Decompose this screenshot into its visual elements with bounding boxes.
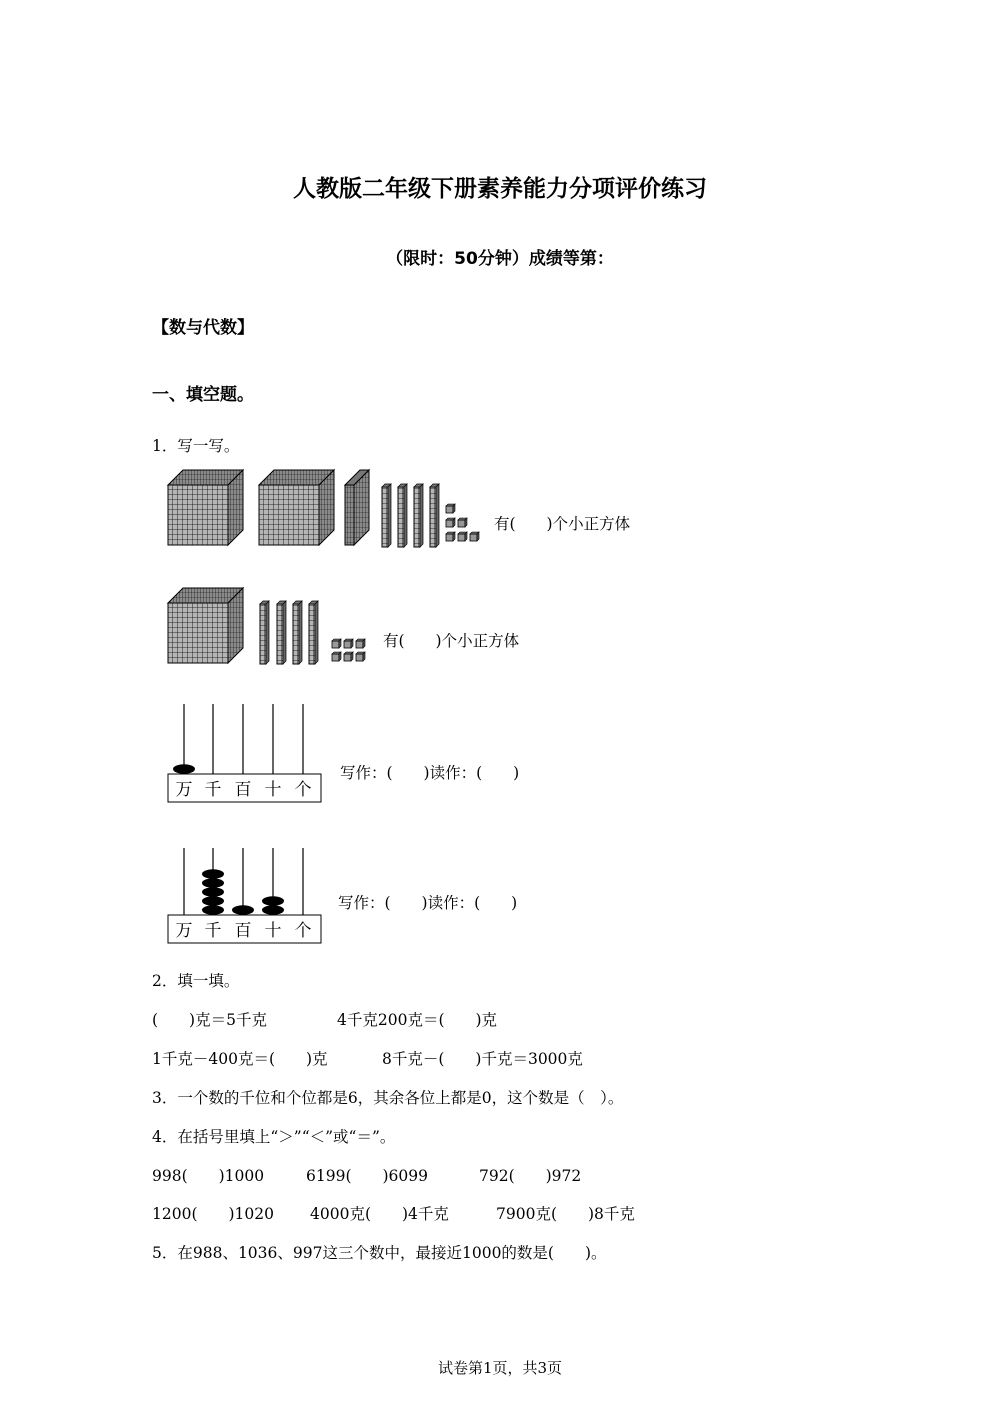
question-4-item: 7900克( )8千克 xyxy=(496,1205,635,1223)
unit-cube xyxy=(332,639,341,648)
unit-cube xyxy=(332,652,341,661)
question-2-item: ( )克＝5千克 xyxy=(152,1011,267,1029)
abacus-place-label: 十 xyxy=(264,780,282,800)
abacus-place-label: 百 xyxy=(234,780,252,800)
abacus-bead xyxy=(202,887,224,897)
question-4-label: 4．在括号里填上“＞”“＜”或“＝”。 xyxy=(152,1128,396,1146)
page-title: 人教版二年级下册素养能力分项评价练习 xyxy=(293,176,707,202)
ten-rod xyxy=(430,484,439,547)
unit-cube xyxy=(344,652,353,661)
abacus-bead xyxy=(202,878,224,888)
part-heading: 一、填空题。 xyxy=(152,385,254,405)
page-footer: 试卷第1页，共3页 xyxy=(437,1359,563,1377)
abacus-1 xyxy=(164,702,326,806)
question-2-item: 4千克200克＝( )克 xyxy=(337,1011,498,1029)
base-ten-blocks-2 xyxy=(165,586,375,668)
question-4-item: 4000克( )4千克 xyxy=(310,1205,449,1223)
unit-cube xyxy=(458,532,467,541)
abacus-place-label: 个 xyxy=(294,780,312,800)
unit-cube xyxy=(458,518,467,527)
abacus-bead xyxy=(202,905,224,915)
question-1-row1-text: 有( )个小正方体 xyxy=(494,515,631,533)
ten-rod xyxy=(382,484,391,547)
question-2-item: 8千克－( )千克＝3000克 xyxy=(382,1050,583,1068)
abacus-place-label: 百 xyxy=(234,921,252,941)
question-4-item: 792( )972 xyxy=(479,1167,582,1185)
abacus-place-label: 万 xyxy=(175,780,193,800)
ten-rod xyxy=(309,601,318,664)
base-ten-blocks-1 xyxy=(165,468,485,550)
question-4-item: 6199( )6099 xyxy=(306,1167,428,1185)
abacus-place-label: 万 xyxy=(175,921,193,941)
abacus-1-text: 写作：( )读作：( ) xyxy=(340,764,520,782)
question-1-label: 1．写一写。 xyxy=(152,437,240,455)
ten-rod xyxy=(293,601,302,664)
abacus-2 xyxy=(164,846,326,946)
question-4-item: 998( )1000 xyxy=(152,1167,265,1185)
ten-rod xyxy=(398,484,407,547)
thousand-cube xyxy=(259,470,334,545)
unit-cube xyxy=(356,652,365,661)
thousand-cube xyxy=(168,588,243,663)
ten-rod xyxy=(260,601,269,664)
question-2-item: 1千克－400克＝( )克 xyxy=(152,1050,328,1068)
abacus-place-label: 千 xyxy=(204,780,222,800)
unit-cube xyxy=(356,639,365,648)
abacus-bead xyxy=(202,869,224,879)
question-5: 5．在988、1036、997这三个数中，最接近1000的数是( )。 xyxy=(152,1244,607,1262)
abacus-bead xyxy=(173,764,195,774)
unit-cube xyxy=(344,639,353,648)
abacus-place-label: 十 xyxy=(264,921,282,941)
abacus-place-label: 千 xyxy=(204,921,222,941)
abacus-2-text: 写作：( )读作：( ) xyxy=(338,894,518,912)
unit-cube xyxy=(446,532,455,541)
abacus-bead xyxy=(262,896,284,906)
question-3: 3．一个数的千位和个位都是6，其余各位上都是0，这个数是（ ）。 xyxy=(152,1089,624,1107)
question-1-row2-text: 有( )个小正方体 xyxy=(383,632,520,650)
thousand-cube xyxy=(168,470,243,545)
page-subtitle: （限时：50分钟）成绩等第： xyxy=(386,249,614,269)
question-2-label: 2．填一填。 xyxy=(152,972,240,990)
hundred-flat xyxy=(345,470,369,545)
unit-cube xyxy=(470,532,479,541)
question-4-item: 1200( )1020 xyxy=(152,1205,274,1223)
ten-rod xyxy=(277,601,286,664)
unit-cube xyxy=(446,518,455,527)
abacus-place-label: 个 xyxy=(294,921,312,941)
abacus-bead xyxy=(232,905,254,915)
ten-rod xyxy=(414,484,423,547)
abacus-bead xyxy=(202,896,224,906)
abacus-bead xyxy=(262,905,284,915)
unit-cube xyxy=(446,504,455,513)
section-heading: 【数与代数】 xyxy=(152,318,254,338)
